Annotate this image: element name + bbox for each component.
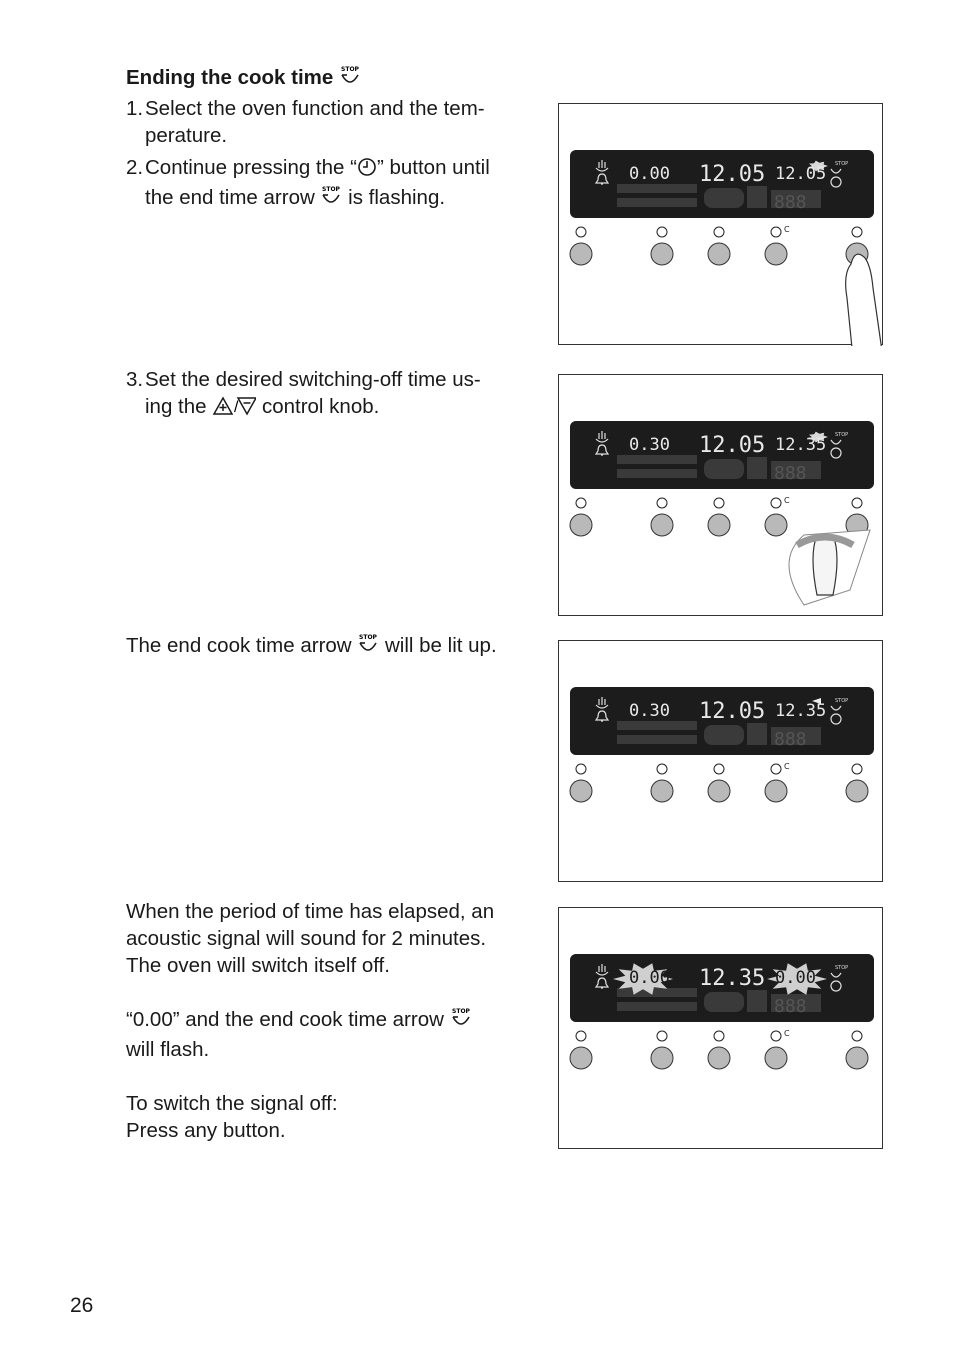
clock-digits: 12.05 <box>699 433 766 458</box>
step-2-text-c: the end time arrow <box>145 186 321 209</box>
oven-icon-dim <box>704 188 744 208</box>
step-2-line-1 <box>126 154 546 184</box>
panel-button <box>651 514 673 536</box>
celsius-label: C <box>784 496 790 505</box>
book-icon <box>657 1031 667 1041</box>
stop-label: STOP <box>835 698 849 704</box>
svg-text:/: / <box>234 399 239 416</box>
plus-minus-knob-icon <box>212 396 256 423</box>
step-3-text-b: control knob. <box>256 395 380 418</box>
clock-icon <box>357 157 377 184</box>
step-3-line-2 <box>126 393 546 423</box>
temp-digits: 888 <box>774 996 807 1017</box>
celsius-label: C <box>784 762 790 771</box>
end-time-digits: 0.00 <box>775 968 816 988</box>
stop-arrow-icon <box>450 1007 472 1036</box>
panel-button <box>570 514 592 536</box>
dim-segments <box>617 455 697 464</box>
lit-up-paragraph <box>126 632 497 662</box>
panel-button <box>651 780 673 802</box>
flash-line-2: will flash. <box>126 1038 210 1061</box>
end-time-digits: 12.35 <box>775 435 827 455</box>
stop-arrow-icon <box>320 185 342 214</box>
celsius-label: C <box>784 225 790 234</box>
knob-drawing <box>813 535 837 595</box>
oven-panel-drawing <box>559 641 884 883</box>
thermometer-icon <box>771 1031 781 1041</box>
section-heading <box>126 64 361 94</box>
hook-icon <box>714 498 724 508</box>
temp-digits: 888 <box>774 192 807 213</box>
panel-button <box>570 780 592 802</box>
oven-panel-drawing <box>559 375 884 617</box>
panel-button <box>570 243 592 265</box>
hook-icon <box>714 227 724 237</box>
dim-segments <box>617 735 697 744</box>
stop-arrow-icon <box>357 633 379 662</box>
temp-digits: 888 <box>774 729 807 750</box>
oven-panel-figure-2 <box>558 374 883 616</box>
step-3-text-a: ing the <box>145 395 213 418</box>
flash-line <box>126 1006 546 1036</box>
dim-segments <box>747 990 767 1012</box>
step-2-text-b: ” button until <box>376 156 490 179</box>
celsius-label: C <box>784 1029 790 1038</box>
step-2-text-a: Continue pressing the “ <box>145 156 357 179</box>
thermometer-icon <box>771 227 781 237</box>
lit-text-b: will be lit up. <box>379 634 497 657</box>
clock-icon <box>852 1031 862 1041</box>
book-icon <box>657 764 667 774</box>
clock-icon <box>852 498 862 508</box>
signal-off-line-2: Press any button. <box>126 1119 286 1142</box>
panel-button <box>765 1047 787 1069</box>
elapsed-block <box>126 898 546 1144</box>
step-2 <box>126 154 546 214</box>
panel-button <box>651 1047 673 1069</box>
panel-button <box>708 514 730 536</box>
thermometer-icon <box>771 764 781 774</box>
step-1 <box>126 95 546 149</box>
dim-segments <box>617 1002 697 1011</box>
end-time-digits: 12.05 <box>775 164 827 184</box>
step-3-number: 3. <box>126 368 144 391</box>
svg-text:STOP: STOP <box>322 186 341 193</box>
step-1-line-2: perature. <box>145 124 228 147</box>
panel-button <box>765 243 787 265</box>
elapsed-line-1: When the period of time has elapsed, an <box>126 900 495 923</box>
end-time-digits: 12.35 <box>775 701 827 721</box>
oven-panel-drawing <box>559 104 884 346</box>
dim-segments <box>617 184 697 193</box>
hook-icon <box>714 1031 724 1041</box>
finger-drawing <box>846 254 883 346</box>
power-icon <box>576 227 586 237</box>
oven-icon-dim <box>704 992 744 1012</box>
oven-icon-dim <box>704 459 744 479</box>
flash-text-a: “0.00” and the end cook time arrow <box>126 1008 450 1031</box>
book-icon <box>657 498 667 508</box>
step-3-line-1: Set the desired switching-off time us- <box>145 368 481 391</box>
panel-button <box>708 243 730 265</box>
panel-button <box>708 780 730 802</box>
oven-icon-dim <box>704 725 744 745</box>
duration-digits: 0.00 <box>629 968 670 988</box>
step-1-line-1: Select the oven function and the tem- <box>145 97 485 120</box>
hook-icon <box>714 764 724 774</box>
power-icon <box>576 498 586 508</box>
panel-button <box>765 514 787 536</box>
panel-button <box>651 243 673 265</box>
step-3 <box>126 366 546 423</box>
clock-digits: 12.05 <box>699 162 766 187</box>
clock-digits: 12.05 <box>699 699 766 724</box>
panel-button <box>765 780 787 802</box>
elapsed-line-3: The oven will switch itself off. <box>126 954 390 977</box>
power-icon <box>576 1031 586 1041</box>
step-2-text-d: is flashing. <box>342 186 446 209</box>
power-icon <box>576 764 586 774</box>
page-number: 26 <box>70 1294 94 1317</box>
heading-text: Ending the cook time <box>126 66 334 89</box>
stop-label: STOP <box>835 161 849 167</box>
temp-digits: 888 <box>774 463 807 484</box>
thermometer-icon <box>771 498 781 508</box>
stop-label: STOP <box>835 432 849 438</box>
signal-off-line-1: To switch the signal off: <box>126 1092 338 1115</box>
dim-segments <box>617 469 697 478</box>
panel-button <box>846 780 868 802</box>
oven-panel-figure-4 <box>558 907 883 1149</box>
dim-segments <box>747 457 767 479</box>
oven-panel-figure-1 <box>558 103 883 345</box>
clock-icon <box>852 764 862 774</box>
step-1-number: 1. <box>126 97 144 120</box>
stop-arrow-icon <box>339 65 361 94</box>
dim-segments <box>617 198 697 207</box>
panel-button <box>708 1047 730 1069</box>
stop-label: STOP <box>835 965 849 971</box>
clock-digits: 12.35 <box>699 966 766 991</box>
clock-icon <box>852 227 862 237</box>
oven-panel-figure-3 <box>558 640 883 882</box>
duration-digits: 0.00 <box>629 164 670 184</box>
dim-segments <box>617 721 697 730</box>
step-2-number: 2. <box>126 156 144 179</box>
dim-segments <box>617 988 697 997</box>
lit-text-a: The end cook time arrow <box>126 634 358 657</box>
step-2-line-2 <box>126 184 546 214</box>
svg-text:STOP: STOP <box>451 1008 470 1015</box>
panel-button <box>570 1047 592 1069</box>
dim-segments <box>747 723 767 745</box>
dim-segments <box>747 186 767 208</box>
svg-text:STOP: STOP <box>359 634 378 641</box>
elapsed-line-2: acoustic signal will sound for 2 minutes. <box>126 927 487 950</box>
panel-button <box>846 1047 868 1069</box>
oven-panel-drawing <box>559 908 884 1150</box>
svg-text:STOP: STOP <box>341 66 359 73</box>
duration-digits: 0.30 <box>629 701 670 721</box>
duration-digits: 0.30 <box>629 435 670 455</box>
book-icon <box>657 227 667 237</box>
